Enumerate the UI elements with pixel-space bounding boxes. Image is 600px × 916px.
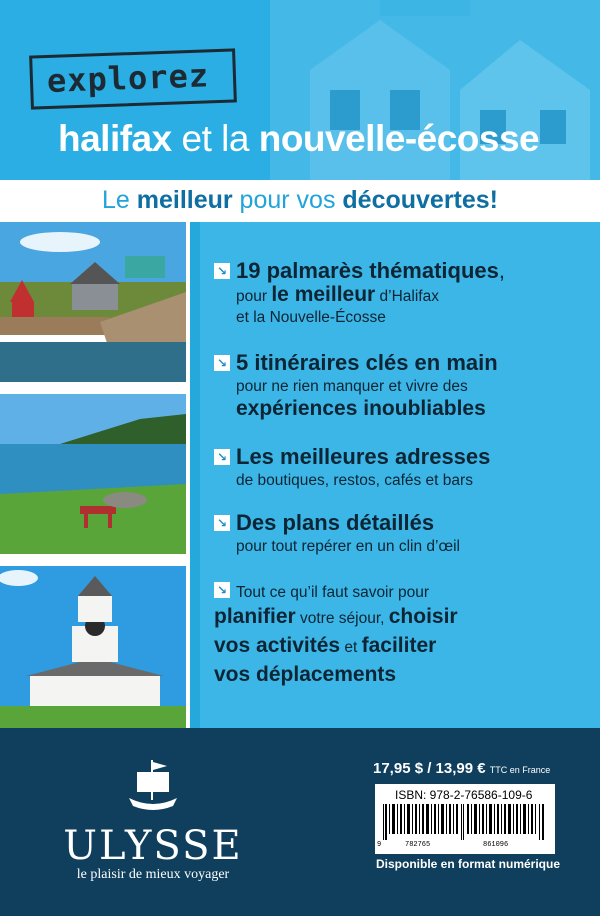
citadel-clock-photo — [0, 566, 186, 728]
series-stamp — [29, 48, 237, 109]
title-region: nouvelle-écosse — [258, 118, 540, 159]
feature-1-line3: et la Nouvelle-Écosse — [236, 309, 386, 326]
publisher-slogan: le plaisir de mieux voyager — [76, 867, 230, 882]
arrow-icon: ↘ — [214, 355, 230, 371]
feature-1-comma: , — [498, 258, 506, 283]
feature-5-text-2: et — [340, 639, 362, 656]
title-halifax: halifax — [58, 118, 172, 159]
arrow-icon: ↘ — [214, 515, 230, 531]
feature-5-bold-1: planifier — [214, 605, 296, 628]
feature-4-line2: pour tout repérer en un clin d’œil — [236, 538, 461, 555]
barcode-digit-1: 9 — [377, 841, 382, 849]
feature-item-2 — [214, 350, 592, 421]
feature-1-head: 19 palmarès thématiques — [236, 258, 499, 283]
feature-item-5 — [214, 582, 592, 690]
cover-header — [0, 0, 600, 180]
feature-2-line3: expériences inoubliables — [236, 397, 486, 420]
barcode-digits-2: 782765 — [405, 841, 431, 849]
arrow-icon: ↘ — [214, 582, 230, 598]
barcode-bars — [381, 804, 549, 840]
feature-2-line2: pour ne rien manquer et vivre des — [236, 378, 468, 395]
digital-availability-note: Disponible en format numérique — [376, 857, 561, 871]
tagline-pre: Le — [101, 186, 137, 214]
feature-5-bold-5: vos déplacements — [214, 663, 397, 686]
feature-1-line2-pre: pour — [236, 288, 272, 305]
price-note: TTC en France — [489, 765, 551, 775]
arrow-icon: ↘ — [214, 449, 230, 465]
price-main: 17,95 $ / 13,99 € — [373, 760, 486, 777]
coastal-cliffs-photo — [0, 394, 186, 554]
isbn-number: ISBN: 978-2-76586-109-6 — [395, 788, 533, 802]
arrow-icon: ↘ — [214, 263, 230, 279]
features-panel — [200, 222, 600, 728]
feature-5-text-1: votre séjour, — [295, 610, 389, 627]
feature-5-bold-3: vos activités — [214, 634, 341, 657]
book-title — [58, 118, 539, 160]
feature-item-4 — [214, 510, 592, 557]
feature-item-3 — [214, 444, 592, 491]
feature-3-line2: de boutiques, restos, cafés et bars — [236, 472, 473, 489]
title-connector: et la — [181, 118, 249, 159]
barcode — [375, 784, 555, 854]
feature-5-intro: Tout ce qu’il faut savoir pour — [236, 584, 429, 601]
price — [373, 760, 550, 777]
series-word: explorez — [46, 56, 210, 100]
photo-column — [0, 222, 190, 728]
tagline-bold-1: meilleur — [136, 186, 233, 214]
feature-5-bold-4: faciliter — [361, 634, 437, 657]
feature-4-head: Des plans détaillés — [236, 510, 435, 535]
feature-item-1 — [214, 258, 592, 328]
feature-1-line2-post: d’Halifax — [375, 288, 439, 305]
fishing-village-photo — [0, 222, 186, 382]
feature-3-head: Les meilleures adresses — [236, 444, 491, 469]
feature-1-bold: le meilleur — [271, 283, 376, 306]
barcode-digits-3: 861096 — [483, 841, 509, 849]
publisher-logo — [48, 758, 258, 883]
ship-icon — [123, 758, 183, 816]
tagline — [0, 186, 600, 215]
feature-2-head: 5 itinéraires clés en main — [236, 350, 498, 375]
tagline-bold-2: découvertes! — [342, 186, 499, 214]
feature-5-bold-2: choisir — [388, 605, 458, 628]
tagline-mid: pour vos — [232, 186, 343, 214]
publisher-name: ULYSSE — [63, 823, 243, 869]
